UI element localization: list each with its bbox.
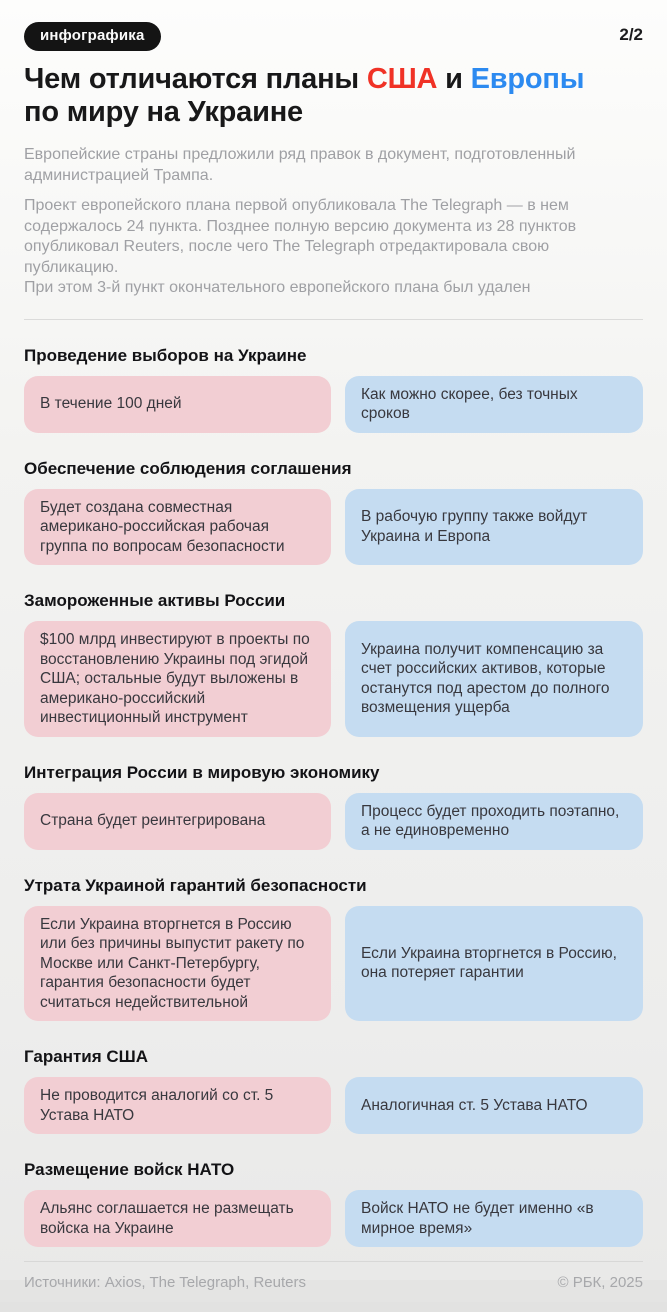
compare-row xyxy=(24,906,643,1022)
eu-plan-box xyxy=(345,489,643,566)
us-plan-box xyxy=(24,793,331,850)
section-us-guarantee xyxy=(24,1046,643,1134)
compare-row xyxy=(24,489,643,566)
compare-row xyxy=(24,793,643,850)
eu-plan-box xyxy=(345,793,643,850)
us-plan-box xyxy=(24,376,331,433)
page-title xyxy=(24,63,643,129)
eu-plan-box xyxy=(345,1077,643,1134)
eu-plan-text: Как можно скорее, без точных сроков xyxy=(361,385,578,422)
title-eu-accent: Европы xyxy=(470,63,585,95)
section-enforcement xyxy=(24,458,643,566)
header-row xyxy=(24,22,643,51)
intro-paragraph-2: Проект европейского плана первой опубликовала The Telegraph — в нем содержалось 24 пункта. Позднее полную версию документа из 28 пунктов опубликовал Reuters, после чего The Telegraph отредактировала свою публикацию. xyxy=(24,197,577,276)
eu-plan-text: Войск НАТО не будет именно «в мирное время» xyxy=(361,1200,594,1237)
eu-plan-box xyxy=(345,906,643,1022)
eu-plan-text: Процесс будет проходить поэтапно, а не единовременно xyxy=(361,802,620,839)
intro-divider xyxy=(24,319,643,320)
page-indicator: 2/2 xyxy=(619,25,643,44)
section-elections xyxy=(24,345,643,433)
intro-block xyxy=(24,145,643,299)
us-plan-text: Не проводится аналогий со ст. 5 Устава НАТО xyxy=(40,1087,274,1124)
us-plan-box xyxy=(24,1190,331,1247)
section-nato-troops xyxy=(24,1159,643,1247)
us-plan-text: Страна будет реинтегрирована xyxy=(40,812,266,830)
footer xyxy=(24,1247,643,1302)
sources-label: Источники: Axios, The Telegraph, Reuters xyxy=(24,1274,306,1291)
us-plan-text: Будет создана совместная американо-российская рабочая группа по вопросам безопасности xyxy=(40,498,285,555)
intro-paragraph-3: При этом 3-й пункт окончательного европейского плана был удален xyxy=(24,279,531,296)
section-heading: Интеграция России в мировую экономику xyxy=(24,762,380,782)
us-plan-text: Альянс соглашается не размещать войска на Украине xyxy=(40,1200,294,1237)
compare-row xyxy=(24,1077,643,1134)
us-plan-box xyxy=(24,1077,331,1134)
compare-row xyxy=(24,1190,643,1247)
footer-row xyxy=(24,1262,643,1302)
title-us-accent: США xyxy=(366,63,438,95)
infographic-badge: инфографика xyxy=(24,22,161,51)
section-heading: Замороженные активы России xyxy=(24,591,286,610)
eu-plan-text: Если Украина вторгнется в Россию, она потеряет гарантии xyxy=(361,944,617,982)
us-plan-box xyxy=(24,906,331,1022)
us-plan-text: Если Украина вторгнется в Россию или без причины выпустит ракету по Москве или Санкт-Петербургу, гарантия безопасности будет считаться недействительной xyxy=(40,915,305,1011)
eu-plan-text: В рабочую группу также войдут Украина и Европа xyxy=(361,508,588,545)
section-heading: Размещение войск НАТО xyxy=(24,1160,235,1179)
section-guarantee-loss xyxy=(24,875,643,1022)
us-plan-text: В течение 100 дней xyxy=(40,395,182,413)
section-heading: Проведение выборов на Украине xyxy=(24,345,307,365)
intro-paragraph-1: Европейские страны предложили ряд правок в документ, подготовленный администрацией Трампа. xyxy=(24,146,576,184)
section-heading: Утрата Украиной гарантий безопасности xyxy=(24,875,367,895)
compare-row xyxy=(24,376,643,433)
eu-plan-box xyxy=(345,376,643,433)
section-frozen-assets xyxy=(24,590,643,737)
eu-plan-text: Аналогичная ст. 5 Устава НАТО xyxy=(361,1096,588,1114)
us-plan-box xyxy=(24,489,331,566)
us-plan-box xyxy=(24,621,331,737)
title-line2: по миру на Украине xyxy=(24,96,303,128)
eu-plan-box xyxy=(345,621,643,737)
section-heading: Гарантия США xyxy=(24,1047,149,1066)
section-economy-integration xyxy=(24,762,643,850)
compare-row xyxy=(24,621,643,737)
us-plan-text: $100 млрд инвестируют в проекты по восстановлению Украины под эгидой США; остальные будут выложены в американо-российский инвестиционный инструмент xyxy=(40,631,310,726)
bottom-strip xyxy=(0,1302,667,1312)
eu-plan-box xyxy=(345,1190,643,1247)
title-conjunction: и xyxy=(437,63,471,95)
title-prefix: Чем отличаются планы xyxy=(24,63,367,95)
copyright-label: © РБК, 2025 xyxy=(557,1274,643,1291)
section-heading: Обеспечение соблюдения соглашения xyxy=(24,458,352,478)
eu-plan-text: Украина получит компенсацию за счет российских активов, которые останутся под арестом до полного возмещения ущерба xyxy=(361,640,610,717)
